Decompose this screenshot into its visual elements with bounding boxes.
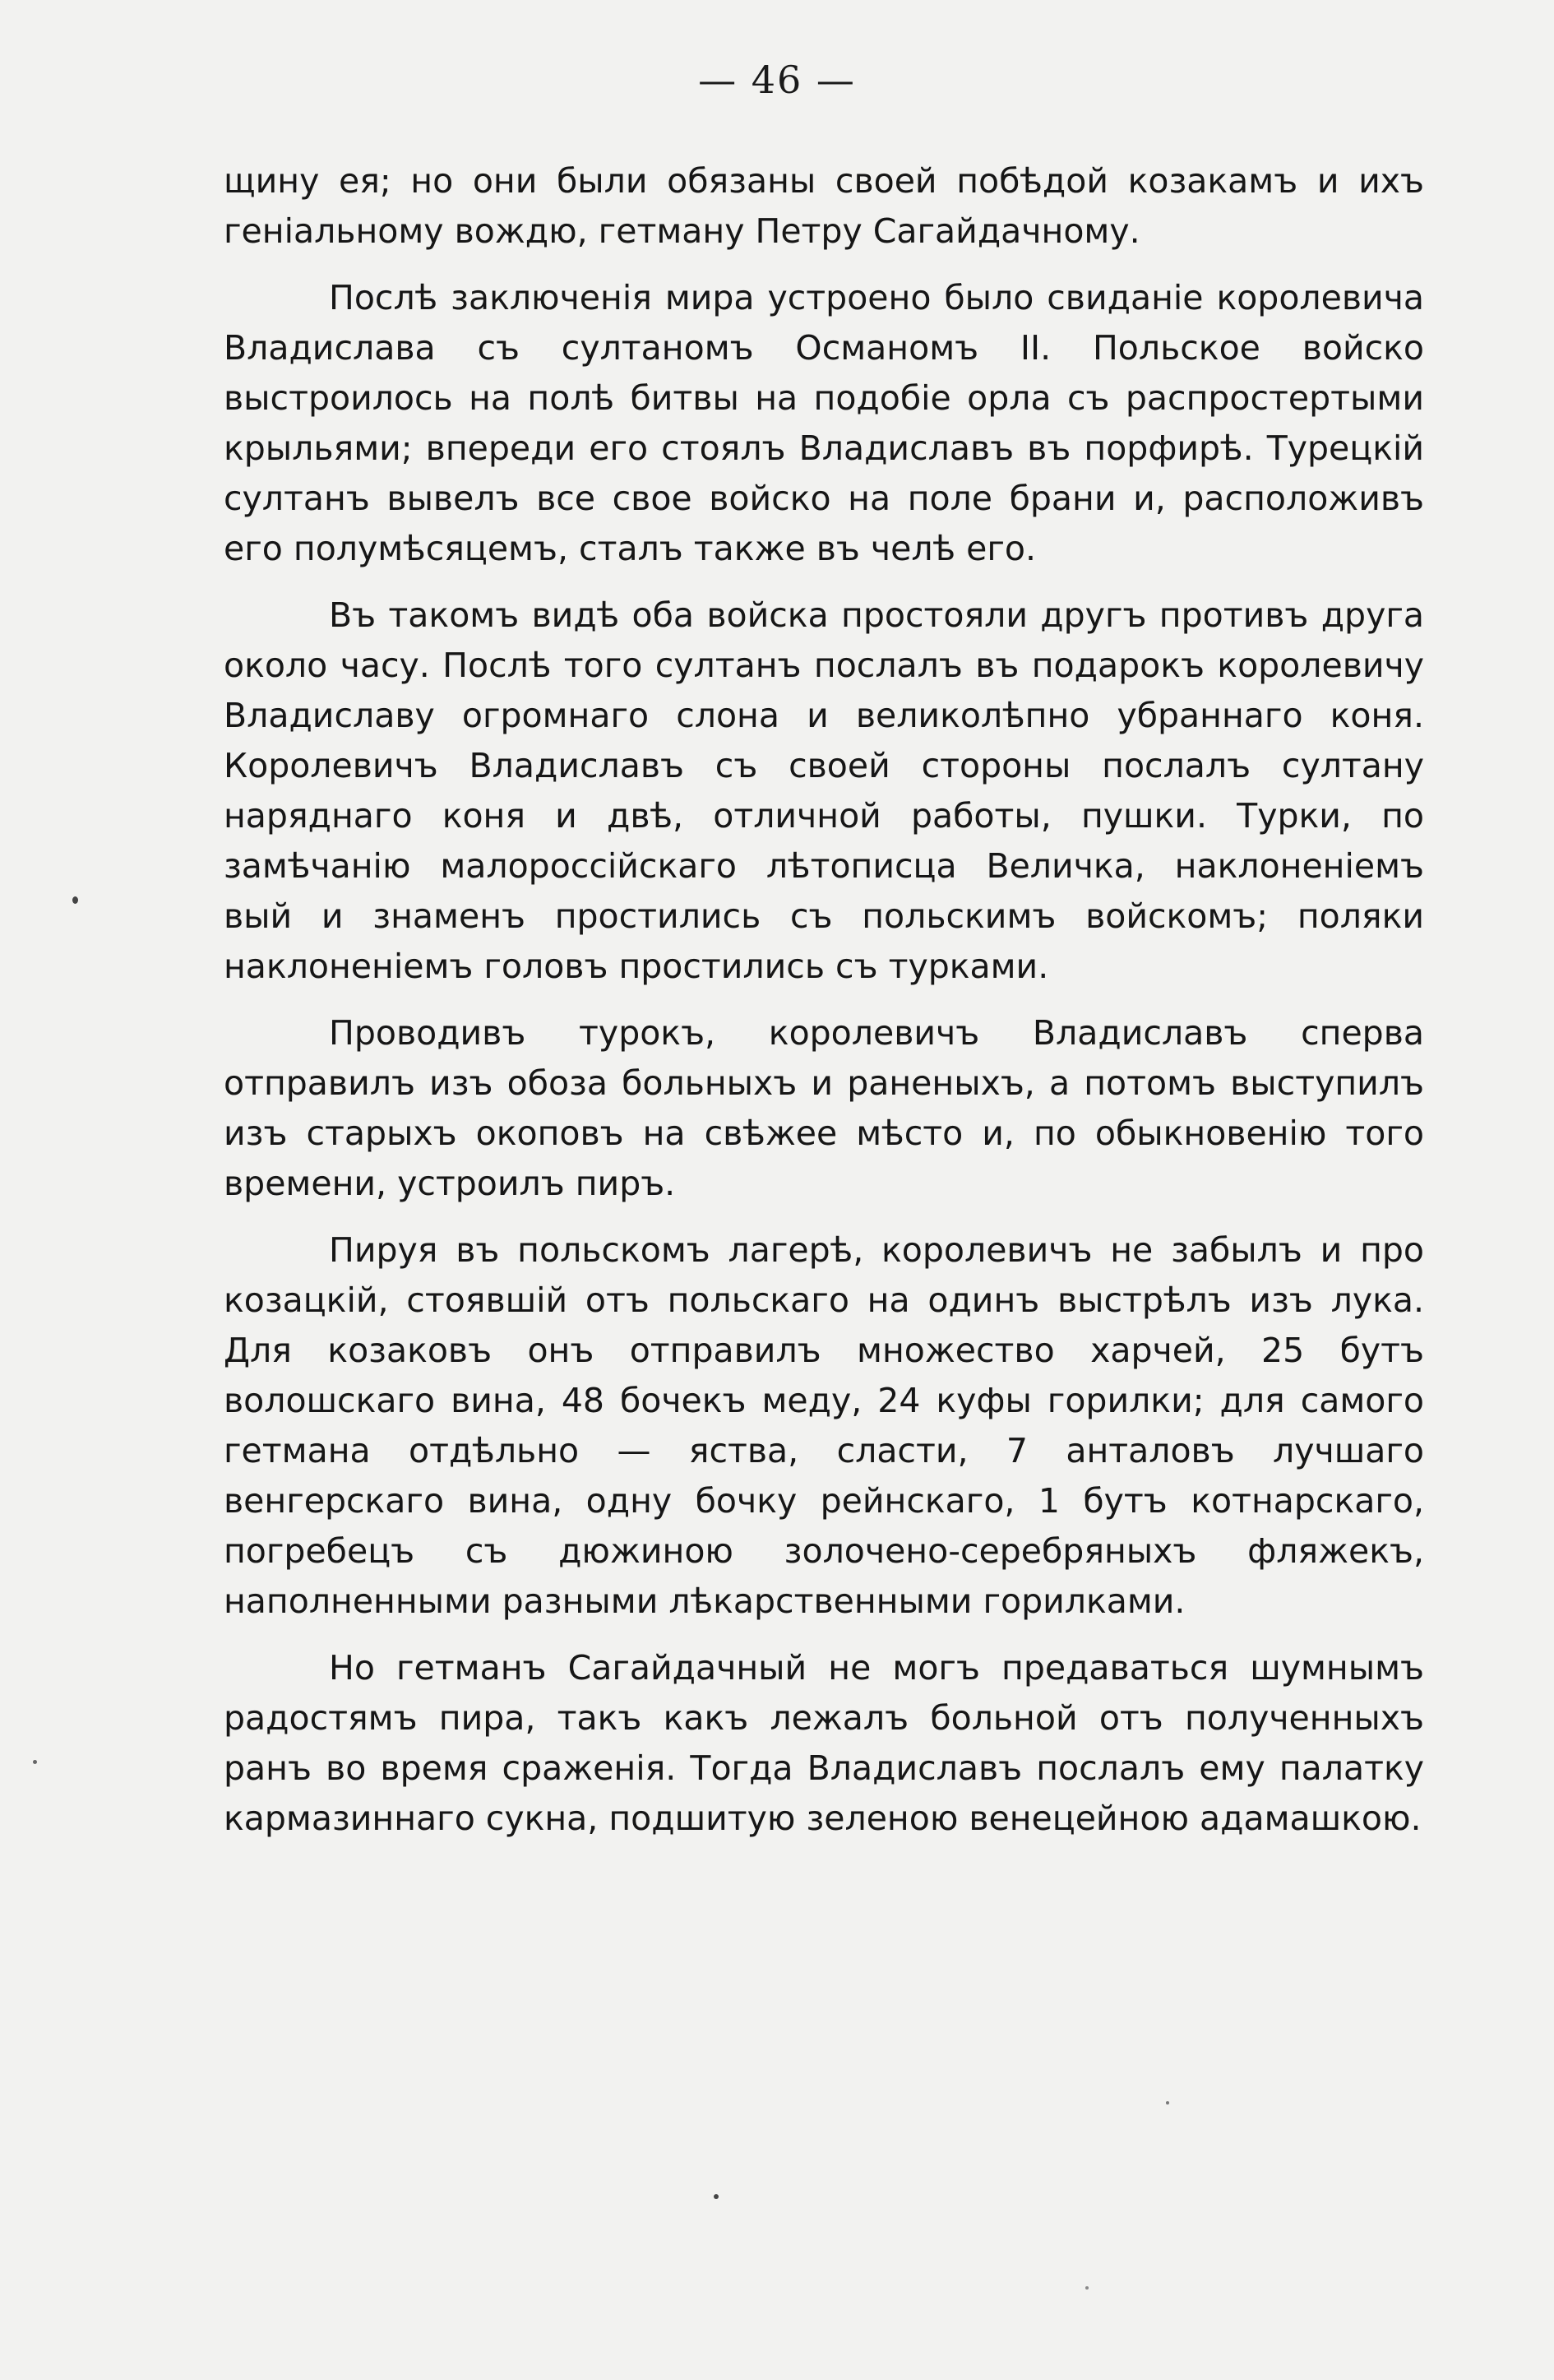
paragraph-6: Но гетманъ Сагайдачный не могъ предаваться шумнымъ радостямъ пира, такъ какъ лежалъ больной отъ полученныхъ ранъ во время сраженія. Тогда Владиславъ послалъ ему палатку кармазиннаго сукна, подшитую зеленою венецейною адамашкою.	[224, 1648, 1424, 1838]
scan-speck	[714, 2194, 719, 2199]
paragraph-2: Послѣ заключенія мира устроено было свиданіе королевича Владислава съ султаномъ Османомъ II. Польское войско выстроилось на полѣ битвы на подобіе орла съ распростертыми крыльями; впереди его стоялъ Владиславъ въ порфирѣ. Турецкій султанъ вывелъ все свое войско на поле брани и, расположивъ его полумѣсяцемъ, сталъ также въ челѣ его.	[224, 278, 1424, 568]
scan-speck	[1166, 2101, 1169, 2104]
scan-speck	[72, 896, 78, 904]
scan-speck	[33, 1760, 37, 1764]
paragraph-5: Пируя въ польскомъ лагерѣ, королевичъ не забылъ и про козацкій, стоявшій отъ польскаго на одинъ выстрѣлъ изъ лука. Для козаковъ онъ отправилъ множество харчей, 25 бутъ волошскаго вина, 48 бочекъ меду, 24 куфы горилки; для самого гетмана отдѣльно — яства, сласти, 7 анталовъ лучшаго венгерскаго вина, одну бочку рейнскаго, 1 бутъ котнарскаго, погребецъ съ дюжиною золочено-серебряныхъ фляжекъ, наполненными разными лѣкарственными горилками.	[224, 1230, 1424, 1621]
page-number: — 46 —	[698, 58, 856, 102]
paragraph-4: Проводивъ турокъ, королевичъ Владиславъ сперва отправилъ изъ обоза больныхъ и раненыхъ, а потомъ выступилъ изъ старыхъ окоповъ на свѣжее мѣсто и, по обыкновенію того времени, устроилъ пиръ.	[224, 1013, 1424, 1203]
scan-speck	[1085, 2286, 1089, 2290]
paragraph-3: Въ такомъ видѣ оба войска простояли другъ противъ друга около часу. Послѣ того султанъ послалъ въ подарокъ королевичу Владиславу огромнаго слона и великолѣпно убраннаго коня. Королевичъ Владиславъ съ своей стороны послалъ султану наряднаго коня и двѣ, отличной работы, пушки. Турки, по замѣчанію малороссійскаго лѣтописца Величка, наклоненіемъ вый и знаменъ простились съ польскимъ войскомъ; поляки наклоненіемъ головъ простились съ турками.	[224, 595, 1424, 986]
page-body-text	[224, 156, 1424, 1860]
paragraph-1: щину ея; но они были обязаны своей побѣдой козакамъ и ихъ геніальному вождю, гетману Петру Сагайдачному.	[224, 161, 1424, 251]
